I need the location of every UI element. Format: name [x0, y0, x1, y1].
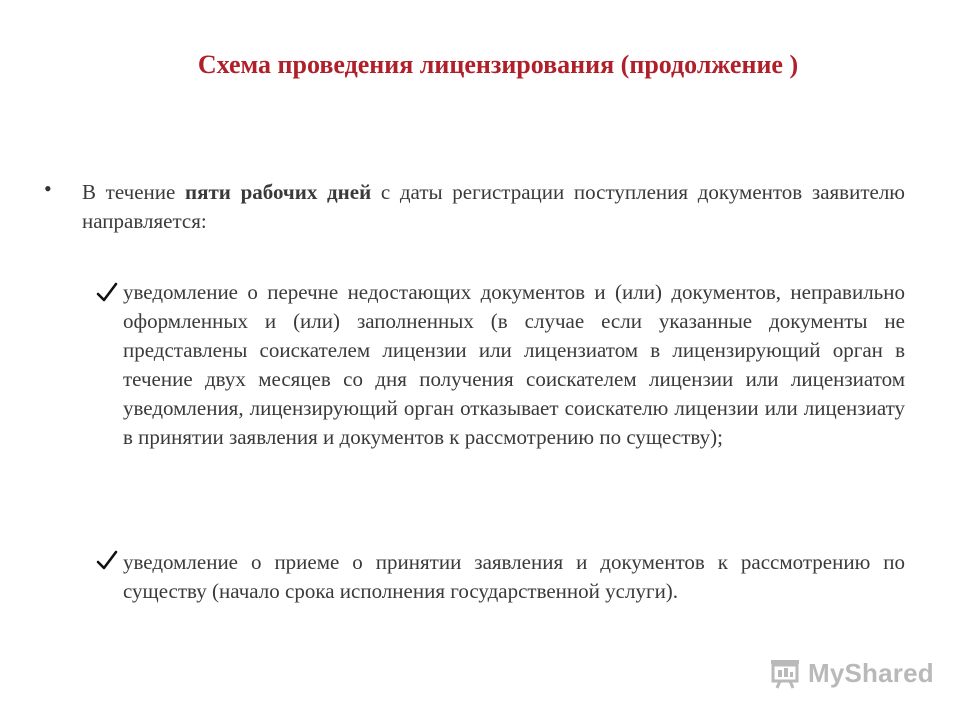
intro-text-after: с даты регистрации поступления документов заявителю направляется:: [82, 180, 905, 233]
slide-title: Схема проведения лицензирования (продолжение ): [197, 50, 799, 79]
list-item: уведомление о приеме о принятии заявления и документов к рассмотрению по существу (начало срока исполнения государственной услуги).: [123, 550, 905, 603]
presentation-board-icon: [768, 656, 802, 690]
intro-emphasis: пяти рабочих дней: [185, 180, 372, 204]
list-item: уведомление о перечне недостающих документов и (или) документов, неправильно оформленных и (или) заполненных (в случае если указанные документы не представлены соискателем лицензии или лицензиатом в лицензирующий орган в течение двух месяцев со дня получения соискателем лицензии или лицензиатом уведомления, лицензирующий орган отказывает соискателю лицензии или лицензиату в принятии заявления и документов к рассмотрению по существу);: [123, 280, 905, 449]
bullet-dot: •: [44, 176, 52, 201]
intro-paragraph: [82, 178, 905, 236]
intro-text-before: В течение: [82, 180, 186, 204]
myshared-watermark: [768, 655, 934, 691]
watermark-brand: MyShared: [808, 657, 934, 688]
checkmark-icon: [96, 282, 118, 304]
checkmark-icon: [96, 550, 118, 572]
